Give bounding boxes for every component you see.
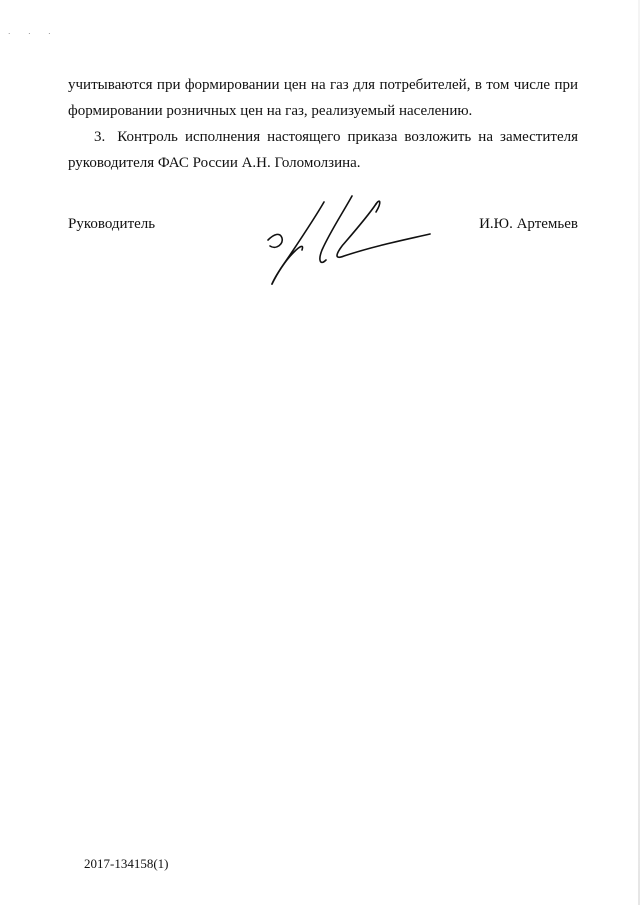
paragraph2-line2: руководителя ФАС России А.Н. Голомолзина.	[68, 155, 361, 171]
paragraph-number: 3.	[94, 129, 106, 145]
paragraph1-line2: формировании розничных цен на газ, реализуемый населению.	[68, 103, 473, 119]
handwritten-signature	[264, 194, 434, 289]
signature-block	[68, 216, 578, 296]
signatory-title: Руководитель	[68, 216, 156, 232]
paragraph2-line1	[68, 124, 578, 150]
paragraph-item-3	[68, 124, 578, 176]
signatory-name: И.Ю. Артемьев	[479, 216, 578, 232]
scan-artifact-marks: · · ·	[8, 30, 59, 38]
paragraph2-line1-text: Контроль исполнения настоящего приказа возложить на заместителя	[117, 129, 578, 145]
paragraph-continuation	[68, 72, 578, 124]
document-registration-id: 2017-134158(1)	[84, 856, 169, 871]
paragraph1-line1: учитываются при формировании цен на газ для потребителей, в том числе при	[68, 77, 578, 93]
